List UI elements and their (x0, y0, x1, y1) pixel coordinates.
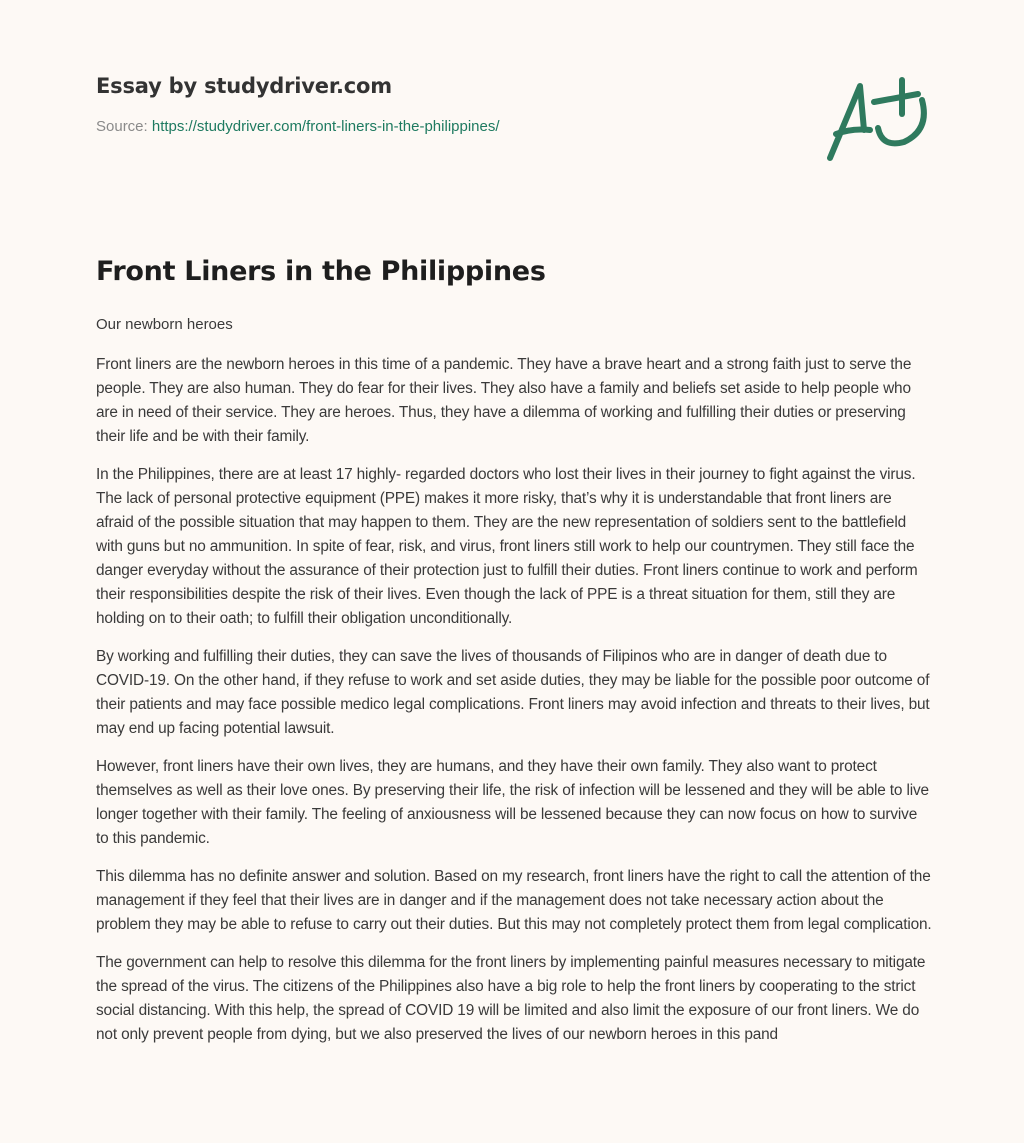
essay-paragraph: By working and fulfilling their duties, they can save the lives of thousands of Filipinos who are in danger of death due to COVID-19. On the other hand, if they refuse to work and set aside duties, they may be liable for the possible poor outcome of their patients and may face possible medico legal complications. Front liners may avoid infection and threats to their lives, but may end up facing potential lawsuit. (96, 648, 930, 737)
page-header (96, 74, 928, 135)
essay-paragraph: In the Philippines, there are at least 17 highly- regarded doctors who lost their lives in their journey to fight against the virus. The lack of personal protective equipment (PPE) makes it more risky, that’s why it is understandable that front liners are afraid of the possible situation that may happen to them. They are the new representation of soldiers sent to the battlefield with guns but no ammunition. In spite of fear, risk, and virus, front liners still work to help our countrymen. They still face the danger everyday without the assurance of their protection just to fulfill their duties. Front liners continue to work and perform their responsibilities despite the risk of their lives. Even though the lack of PPE is a threat situation for them, still they are holding on to their oath; to fulfill their obligation unconditionally. (96, 466, 918, 627)
site-title: Essay by studydriver.com (96, 74, 392, 98)
source-link[interactable]: https://studydriver.com/front-liners-in-the-philippines/ (151, 118, 500, 135)
essay-paragraph: The government can help to resolve this dilemma for the front liners by implementing painful measures necessary to mitigate the spread of the virus. The citizens of the Philippines also have a big role to help the front liners by cooperating to the strict social distancing. With this help, the spread of COVID 19 will be limited and also limit the exposure of our front liners. We do not only prevent people from dying, but we also preserved the lives of our newborn heroes in this pand (96, 954, 926, 1043)
source-line (96, 118, 928, 135)
source-label: Source: (96, 118, 152, 135)
essay-subtitle: Our newborn heroes (96, 316, 233, 333)
essay-paragraph: However, front liners have their own lives, they are humans, and they have their own family. They also want to protect themselves as well as their love ones. By preserving their life, the risk of infection will be lessened and they will be able to live longer together with their family. The feeling of anxiousness will be lessened because they can now focus on how to survive to this pandemic. (96, 758, 929, 847)
essay-paragraph: Front liners are the newborn heroes in this time of a pandemic. They have a brave heart and a strong faith just to serve the people. They are also human. They do fear for their lives. They also have a family and beliefs set aside to help people who are in need of their service. They are heroes. Thus, they have a dilemma of working and fulfilling their duties or preserving their life and be with their family. (96, 356, 912, 445)
essay-title: Front Liners in the Philippines (96, 256, 546, 287)
essay-body (96, 353, 932, 1061)
essay-paragraph: This dilemma has no definite answer and solution. Based on my research, front liners have the right to call the attention of the management if they feel that their lives are in danger and if the management does not take necessary action about the problem they may be able to refuse to carry out their duties. But this may not completely protect them from legal complication. (96, 868, 932, 933)
a-plus-grade-icon (822, 68, 932, 168)
